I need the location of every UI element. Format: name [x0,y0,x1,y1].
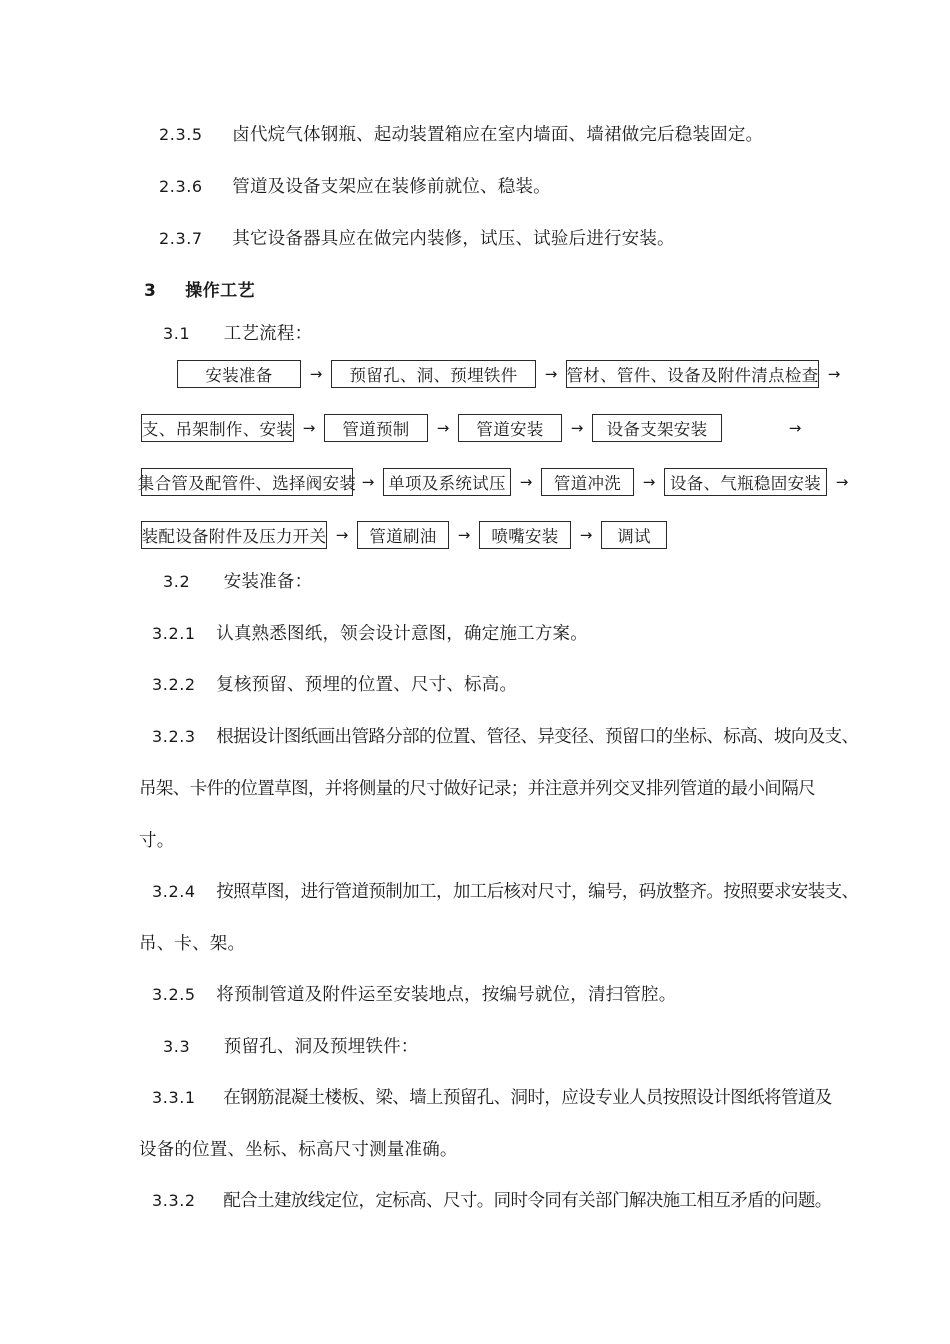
subsection-number: 3.2 [163,572,191,591]
clause-text-line: 根据设计图纸画出管路分部的位置、管径、异变径、预留口的坐标、标高、坡向及支、 [216,727,859,747]
clause-2-3-5 [159,127,763,145]
subsection-title: 安装准备： [223,572,313,592]
clause-text: 其它设备器具应在做完内装修，试压、试验后进行安装。 [232,229,675,249]
flowchart-step: 管道冲洗 [541,468,634,496]
arrow-right-icon: → [436,418,450,437]
clause-number: 2.3.7 [159,229,203,248]
flowchart-step: 集合管及配管件、选择阀安装 [141,468,353,496]
subsection-3-1 [163,326,312,344]
clause-3-2-2 [152,677,517,695]
clause-text-line: 在钢筋混凝土楼板、梁、墙上预留孔、洞时，应设专业人员按照设计图纸将管道及 [223,1088,832,1108]
flowchart-step: 管道安装 [458,414,562,442]
arrow-right-icon: → [642,472,656,491]
arrow-right-icon: → [579,525,593,544]
flowchart-step: 调试 [601,521,667,549]
flowchart-row [137,467,857,497]
clause-3-2-4 [152,884,858,902]
subsection-title: 预留孔、洞及预埋铁件： [223,1037,419,1057]
clause-3-3-2 [152,1193,832,1211]
clause-3-2-3-line3: 寸。 [139,831,175,851]
clause-text: 复核预留、预埋的位置、尺寸、标高。 [216,675,518,695]
subsection-3-3 [163,1039,418,1057]
clause-text: 卤代烷气体钢瓶、起动装置箱应在室内墙面、墙裙做完后稳装固定。 [232,125,764,145]
clause-number: 2.3.6 [159,177,203,196]
clause-number: 3.2.2 [152,675,196,694]
clause-2-3-7 [159,231,675,249]
clause-3-3-1 [152,1090,832,1108]
flowchart-step: 喷嘴安装 [479,521,571,549]
flowchart-step: 设备、气瓶稳固安装 [664,468,827,496]
clause-3-2-3-line2: 吊架、卡件的位置草图，并将侧量的尺寸做好记录；并注意并列交叉排列管道的最小间隔尺 [139,779,815,799]
arrow-right-icon: → [544,364,558,383]
clause-text: 认真熟悉图纸，领会设计意图，确定施工方案。 [216,624,588,644]
clause-3-2-5 [152,987,676,1005]
flowchart-row [141,413,810,443]
flowchart-step: 支、吊架制作、安装 [141,414,294,442]
flowchart-step: 管道刷油 [357,521,449,549]
arrow-right-icon: → [335,525,349,544]
clause-text: 配合土建放线定位，定标高、尺寸。同时令同有关部门解决施工相互矛盾的问题。 [223,1191,832,1211]
arrow-right-icon: → [570,418,584,437]
clause-number: 3.2.5 [152,985,196,1004]
clause-text: 管道及设备支架应在装修前就位、稳装。 [232,177,551,197]
flowchart-step: 管道预制 [324,414,428,442]
flowchart-step: 单项及系统试压 [383,468,511,496]
clause-3-2-3 [152,729,858,747]
clause-number: 3.3.2 [152,1191,196,1210]
flowchart-step: 设备支架安装 [592,414,722,442]
flowchart-row [141,520,667,550]
arrow-right-icon: → [457,525,471,544]
section-heading-3 [144,276,255,301]
clause-3-2-1 [152,626,588,644]
arrow-right-icon: → [302,418,316,437]
section-title: 操作工艺 [185,281,256,301]
clause-text: 将预制管道及附件运至安装地点，按编号就位，清扫管腔。 [216,985,677,1005]
subsection-3-2 [163,574,312,592]
arrow-right-icon: → [788,418,802,437]
clause-number: 3.2.3 [152,727,196,746]
arrow-right-icon: → [835,472,849,491]
section-number: 3 [144,281,157,301]
clause-3-3-1-line2: 设备的位置、坐标、标高尺寸测量准确。 [139,1140,458,1160]
clause-number: 3.2.1 [152,624,196,643]
arrow-right-icon: → [361,472,375,491]
clause-number: 3.3.1 [152,1088,196,1107]
clause-number: 3.2.4 [152,882,196,901]
clause-3-2-4-line2: 吊、卡、架。 [139,934,246,954]
flowchart-step: 管材、管件、设备及附件清点检查 [566,360,819,388]
clause-2-3-6 [159,179,551,197]
flowchart-step: 安装准备 [177,360,301,388]
flowchart-step: 预留孔、洞、预埋铁件 [331,360,536,388]
arrow-right-icon: → [309,364,323,383]
arrow-right-icon: → [827,364,841,383]
subsection-number: 3.1 [163,324,191,343]
flowchart-row [177,359,849,389]
clause-number: 2.3.5 [159,125,203,144]
subsection-title: 工艺流程： [223,324,313,344]
subsection-number: 3.3 [163,1037,191,1056]
arrow-right-icon: → [519,472,533,491]
clause-text-line: 按照草图，进行管道预制加工，加工后核对尺寸，编号，码放整齐。按照要求安装支、 [216,882,859,902]
flowchart-step: 装配设备附件及压力开关 [141,521,327,549]
